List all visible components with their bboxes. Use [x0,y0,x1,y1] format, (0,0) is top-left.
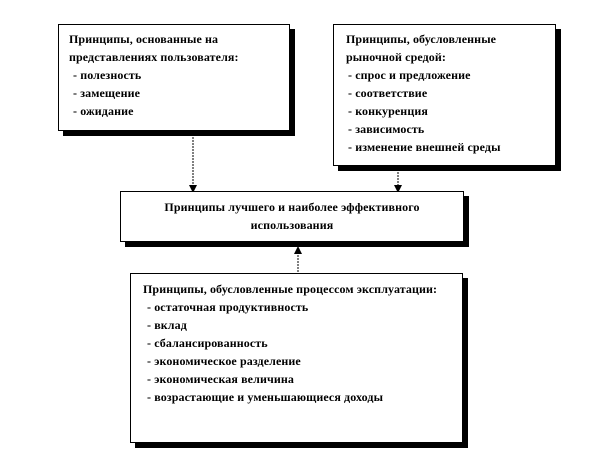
list-item: - остаточная продуктивность [147,300,309,314]
list-item: - спрос и предложение [348,68,471,82]
list-item: - сбалансированность [147,336,268,350]
list-item: - полезность [73,68,142,82]
operation-principles-title: Принципы, обусловленные процессом эксплуатации: [143,282,438,296]
list-item: - возрастающие и уменьшающиеся доходы [147,390,384,404]
list-item: - экономическое разделение [147,354,301,368]
list-item: - вклад [147,318,187,332]
market-principles-title: Принципы, обусловленные рыночной средой: [346,32,497,64]
list-item: - соответствие [348,86,428,100]
market-principles-box [333,24,556,166]
operation-principles-box [130,273,463,443]
best-use-principles-box [120,191,464,242]
list-item: - зависимость [348,122,425,136]
list-item: - изменение внешней среды [348,140,501,154]
user-principles-box [58,24,290,131]
list-item: - замещение [73,86,141,100]
list-item: - экономическая величина [147,372,294,386]
best-use-principles-title: Принципы лучшего и наиболее эффективного использования [164,200,420,232]
list-item: - ожидание [73,104,134,118]
list-item: - конкуренция [348,104,428,118]
user-principles-title: Принципы, основанные на представлениях пользователя: [69,32,239,64]
